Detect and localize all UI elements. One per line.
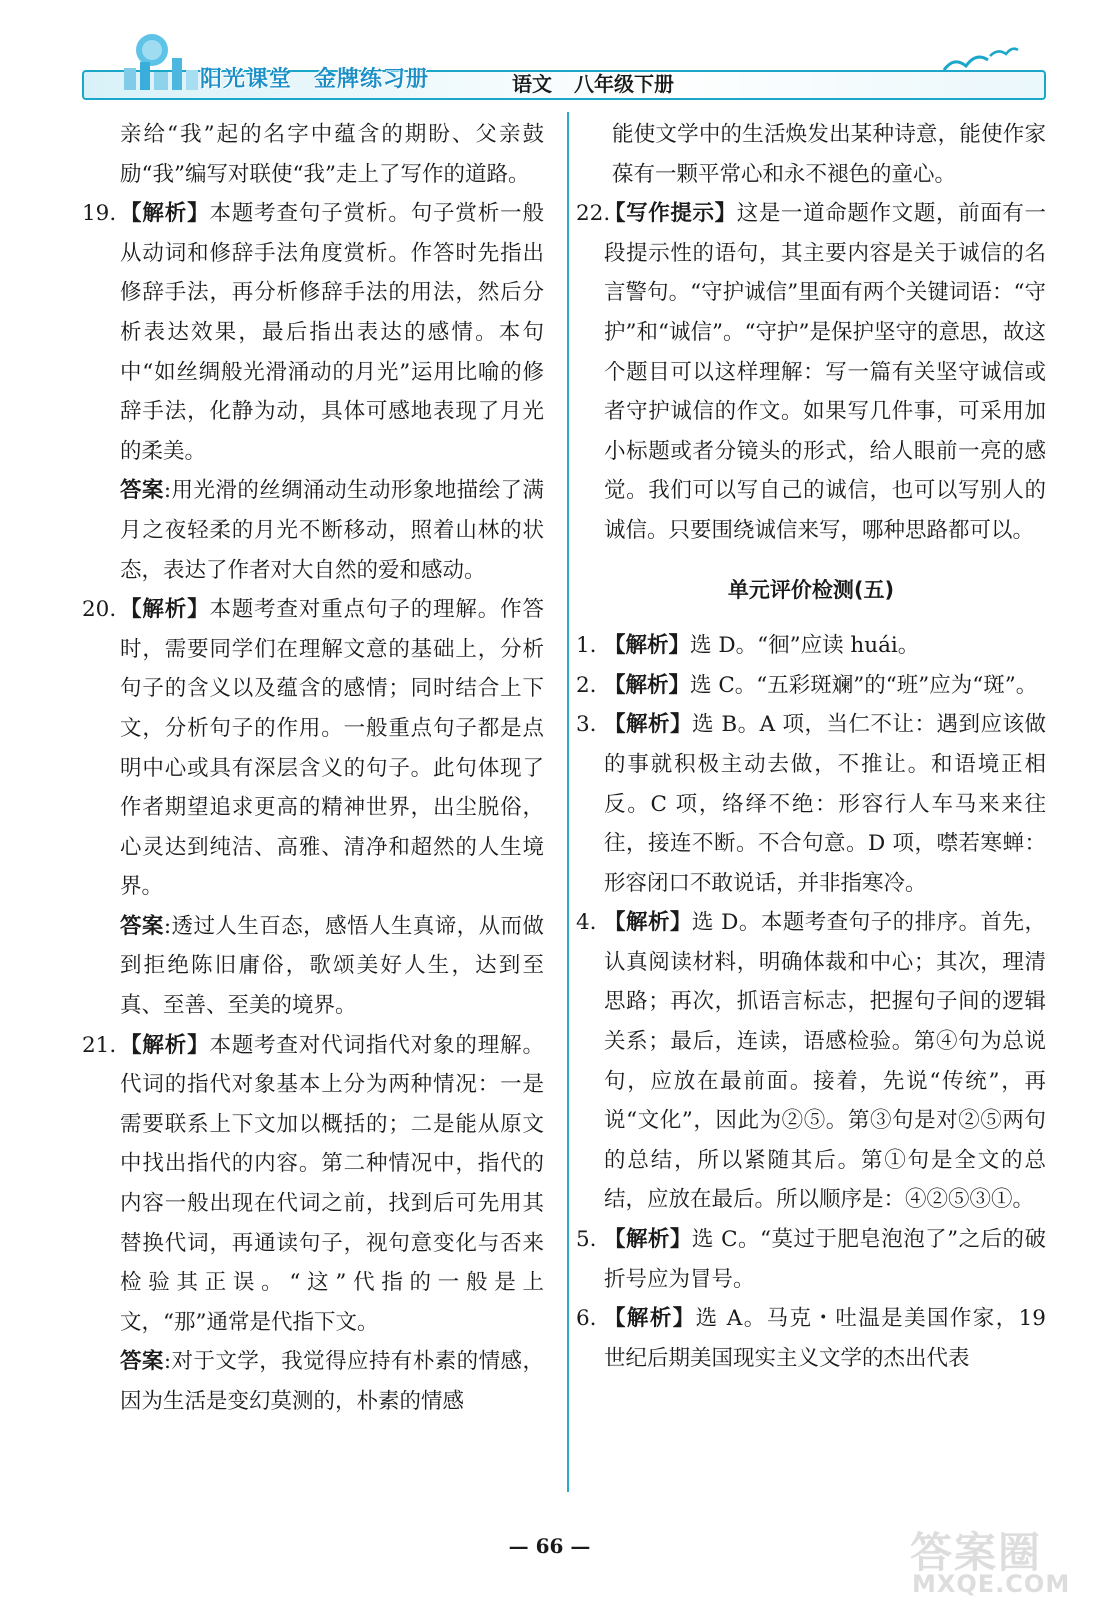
brand-name-1: 阳光课堂 [200, 67, 293, 92]
analysis-text: 选 B。A 项，当仁不让：遇到应该做的事就积极主动去做，不推让。和语境正相反。C 项，络绎不绝：形容行人车马来来往往，接连不断。不合句意。D 项，噤若寒蝉：形容闭口不敢说话，并非指寒冷。 [604, 712, 1046, 896]
analysis-tag: 【解析】 [604, 1306, 696, 1332]
question-number: 20. [82, 597, 117, 623]
question-20 [82, 590, 544, 907]
analysis-tag: 【解析】 [604, 672, 691, 698]
item-number: 5. [576, 1227, 597, 1253]
watermark-top: 答案圈 [910, 1528, 1043, 1577]
analysis-text: 本题考查对重点句子的理解。作答时，需要同学们在理解文意的基础上，分析句子的含义以及蕴含的感情；同时结合上下文，分析句子的作用。一般重点句子都是点明中心或具有深层含义的句子。此句体现了作者期望追求更高的精神世界，出尘脱俗，心灵达到纯洁、高雅、清净和超然的人生境界。 [120, 597, 544, 900]
item-number: 3. [576, 712, 597, 738]
subject-grade [512, 68, 696, 97]
analysis-text: 选 D。本题考查句子的排序。首先，认真阅读材料，明确体裁和中心；其次，理清思路；再次，抓语言标志，把握句子间的逻辑关系；最后，连读，语感检验。第④句为总说句，应放在最前面。接着，先说“传统”，再说“文化”，因此为②⑤。第③句是对②⑤两句的总结，所以紧随其后。第①句是全文的总结，应放在最后。所以顺序是：④②⑤③①。 [604, 910, 1046, 1213]
analysis-tag: 【解析】 [120, 597, 210, 623]
answer-text: :透过人生百态，感悟人生真谛，从而做到拒绝陈旧庸俗，歌颂美好人生，达到至真、至善、至美的境界。 [120, 913, 544, 1019]
writing-tip-tag: 【写作提示】 [604, 201, 737, 227]
analysis-tag: 【解析】 [120, 1032, 210, 1058]
section-title: 单元评价检测(五) [727, 577, 895, 602]
question-22 [576, 194, 1046, 550]
analysis-text: 选 D。“徊”应读 huái。 [690, 633, 920, 659]
question-number: 19. [82, 201, 117, 227]
grade-label: 八年级下册 [574, 72, 674, 96]
unit-test-items [576, 626, 1046, 1378]
brand-name-2: 金牌练习册 [314, 67, 430, 92]
list-item [576, 1299, 1046, 1378]
answer-label: 答案 [120, 1349, 164, 1375]
question-21 [82, 1026, 544, 1343]
answer-20 [82, 907, 544, 1026]
list-item [576, 626, 1046, 666]
item-number: 4. [576, 910, 597, 936]
item-number: 6. [576, 1306, 597, 1332]
answer-text: :用光滑的丝绸涌动生动形象地描绘了满月之夜轻柔的月光不断移动，照着山林的状态，表达了作者对大自然的爱和感动。 [120, 478, 544, 583]
page-header [82, 28, 1042, 98]
analysis-text: 本题考查句子赏析。句子赏析一般从动词和修辞手法角度赏析。作答时先指出修辞手法，再分析修辞手法的用法，然后分析表达效果，最后指出表达的感情。本句中“如丝绸般光滑涌动的月光”运用比喻的修辞手法，化静为动，具体可感地表现了月光的柔美。 [120, 201, 544, 464]
analysis-tag: 【解析】 [604, 1227, 692, 1253]
analysis-tag: 【解析】 [120, 201, 210, 227]
left-column [82, 115, 544, 1422]
brand-title [200, 62, 451, 93]
site-watermark [900, 1500, 1090, 1600]
item-number: 2. [576, 672, 597, 698]
analysis-text: 选 C。“五彩斑斓”的“班”应为“斑”。 [690, 672, 1038, 698]
question-number: 22. [576, 201, 611, 227]
answer-19 [82, 471, 544, 590]
continued-text: 能使文学中的生活焕发出某种诗意，能使作家葆有一颗平常心和永不褪色的童心。 [612, 122, 1046, 187]
item-number: 1. [576, 633, 597, 659]
analysis-text: 选 C。“莫过于肥皂泡泡了”之后的破折号应为冒号。 [604, 1227, 1046, 1292]
watermark-bottom: MXQE.COM [912, 1570, 1071, 1598]
subject-label: 语文 [512, 72, 552, 96]
list-item [576, 666, 1046, 706]
question-number: 21. [82, 1032, 117, 1058]
analysis-tag: 【解析】 [604, 712, 692, 738]
question-19 [82, 194, 544, 471]
analysis-text: 选 A。马克・吐温是美国作家，19 世纪后期美国现实主义文学的杰出代表 [604, 1306, 1046, 1371]
list-item [576, 1220, 1046, 1299]
writing-tip-text: 这是一道命题作文题，前面有一段提示性的语句，其主要内容是关于诚信的名言警句。“守护诚信”里面有两个关键词语：“守护”和“诚信”。“守护”是保护坚守的意思，故这个题目可以这样理解：写一篇有关坚守诚信或者守护诚信的作文。如果写几件事，可采用加小标题或者分镜头的形式，给人眼前一亮的感觉。我们可以写自己的诚信，也可以写别人的诚信。只要围绕诚信来写，哪种思路都可以。 [604, 201, 1046, 543]
right-column [576, 115, 1046, 1378]
answer-21 [82, 1342, 544, 1421]
list-item [576, 705, 1046, 903]
birds-icon [940, 42, 1020, 82]
page-number: — 66 — [508, 1534, 591, 1558]
analysis-tag: 【解析】 [604, 910, 692, 936]
answer-text: :对于文学，我觉得应持有朴素的情感，因为生活是变幻莫测的，朴素的情感 [120, 1349, 544, 1414]
list-item [576, 903, 1046, 1220]
continued-text: 亲给“我”起的名字中蕴含的期盼、父亲鼓励“我”编写对联使“我”走上了写作的道路。 [120, 122, 544, 187]
analysis-tag: 【解析】 [604, 633, 691, 659]
answer-label: 答案 [120, 478, 164, 504]
column-divider [567, 112, 569, 1492]
answer-label: 答案 [120, 913, 164, 939]
brand-logo-icon [118, 28, 208, 94]
analysis-text: 本题考查对代词指代对象的理解。代词的指代对象基本上分为两种情况：一是需要联系上下文加以概括的；二是能从原文中找出指代的内容。第二种情况中，指代的内容一般出现在代词之前，找到后可先用其替换代词，再通读句子，视句意变化与否来检验其正误。“这”代指的一般是上文，“那”通常是代指下文。 [120, 1032, 544, 1335]
